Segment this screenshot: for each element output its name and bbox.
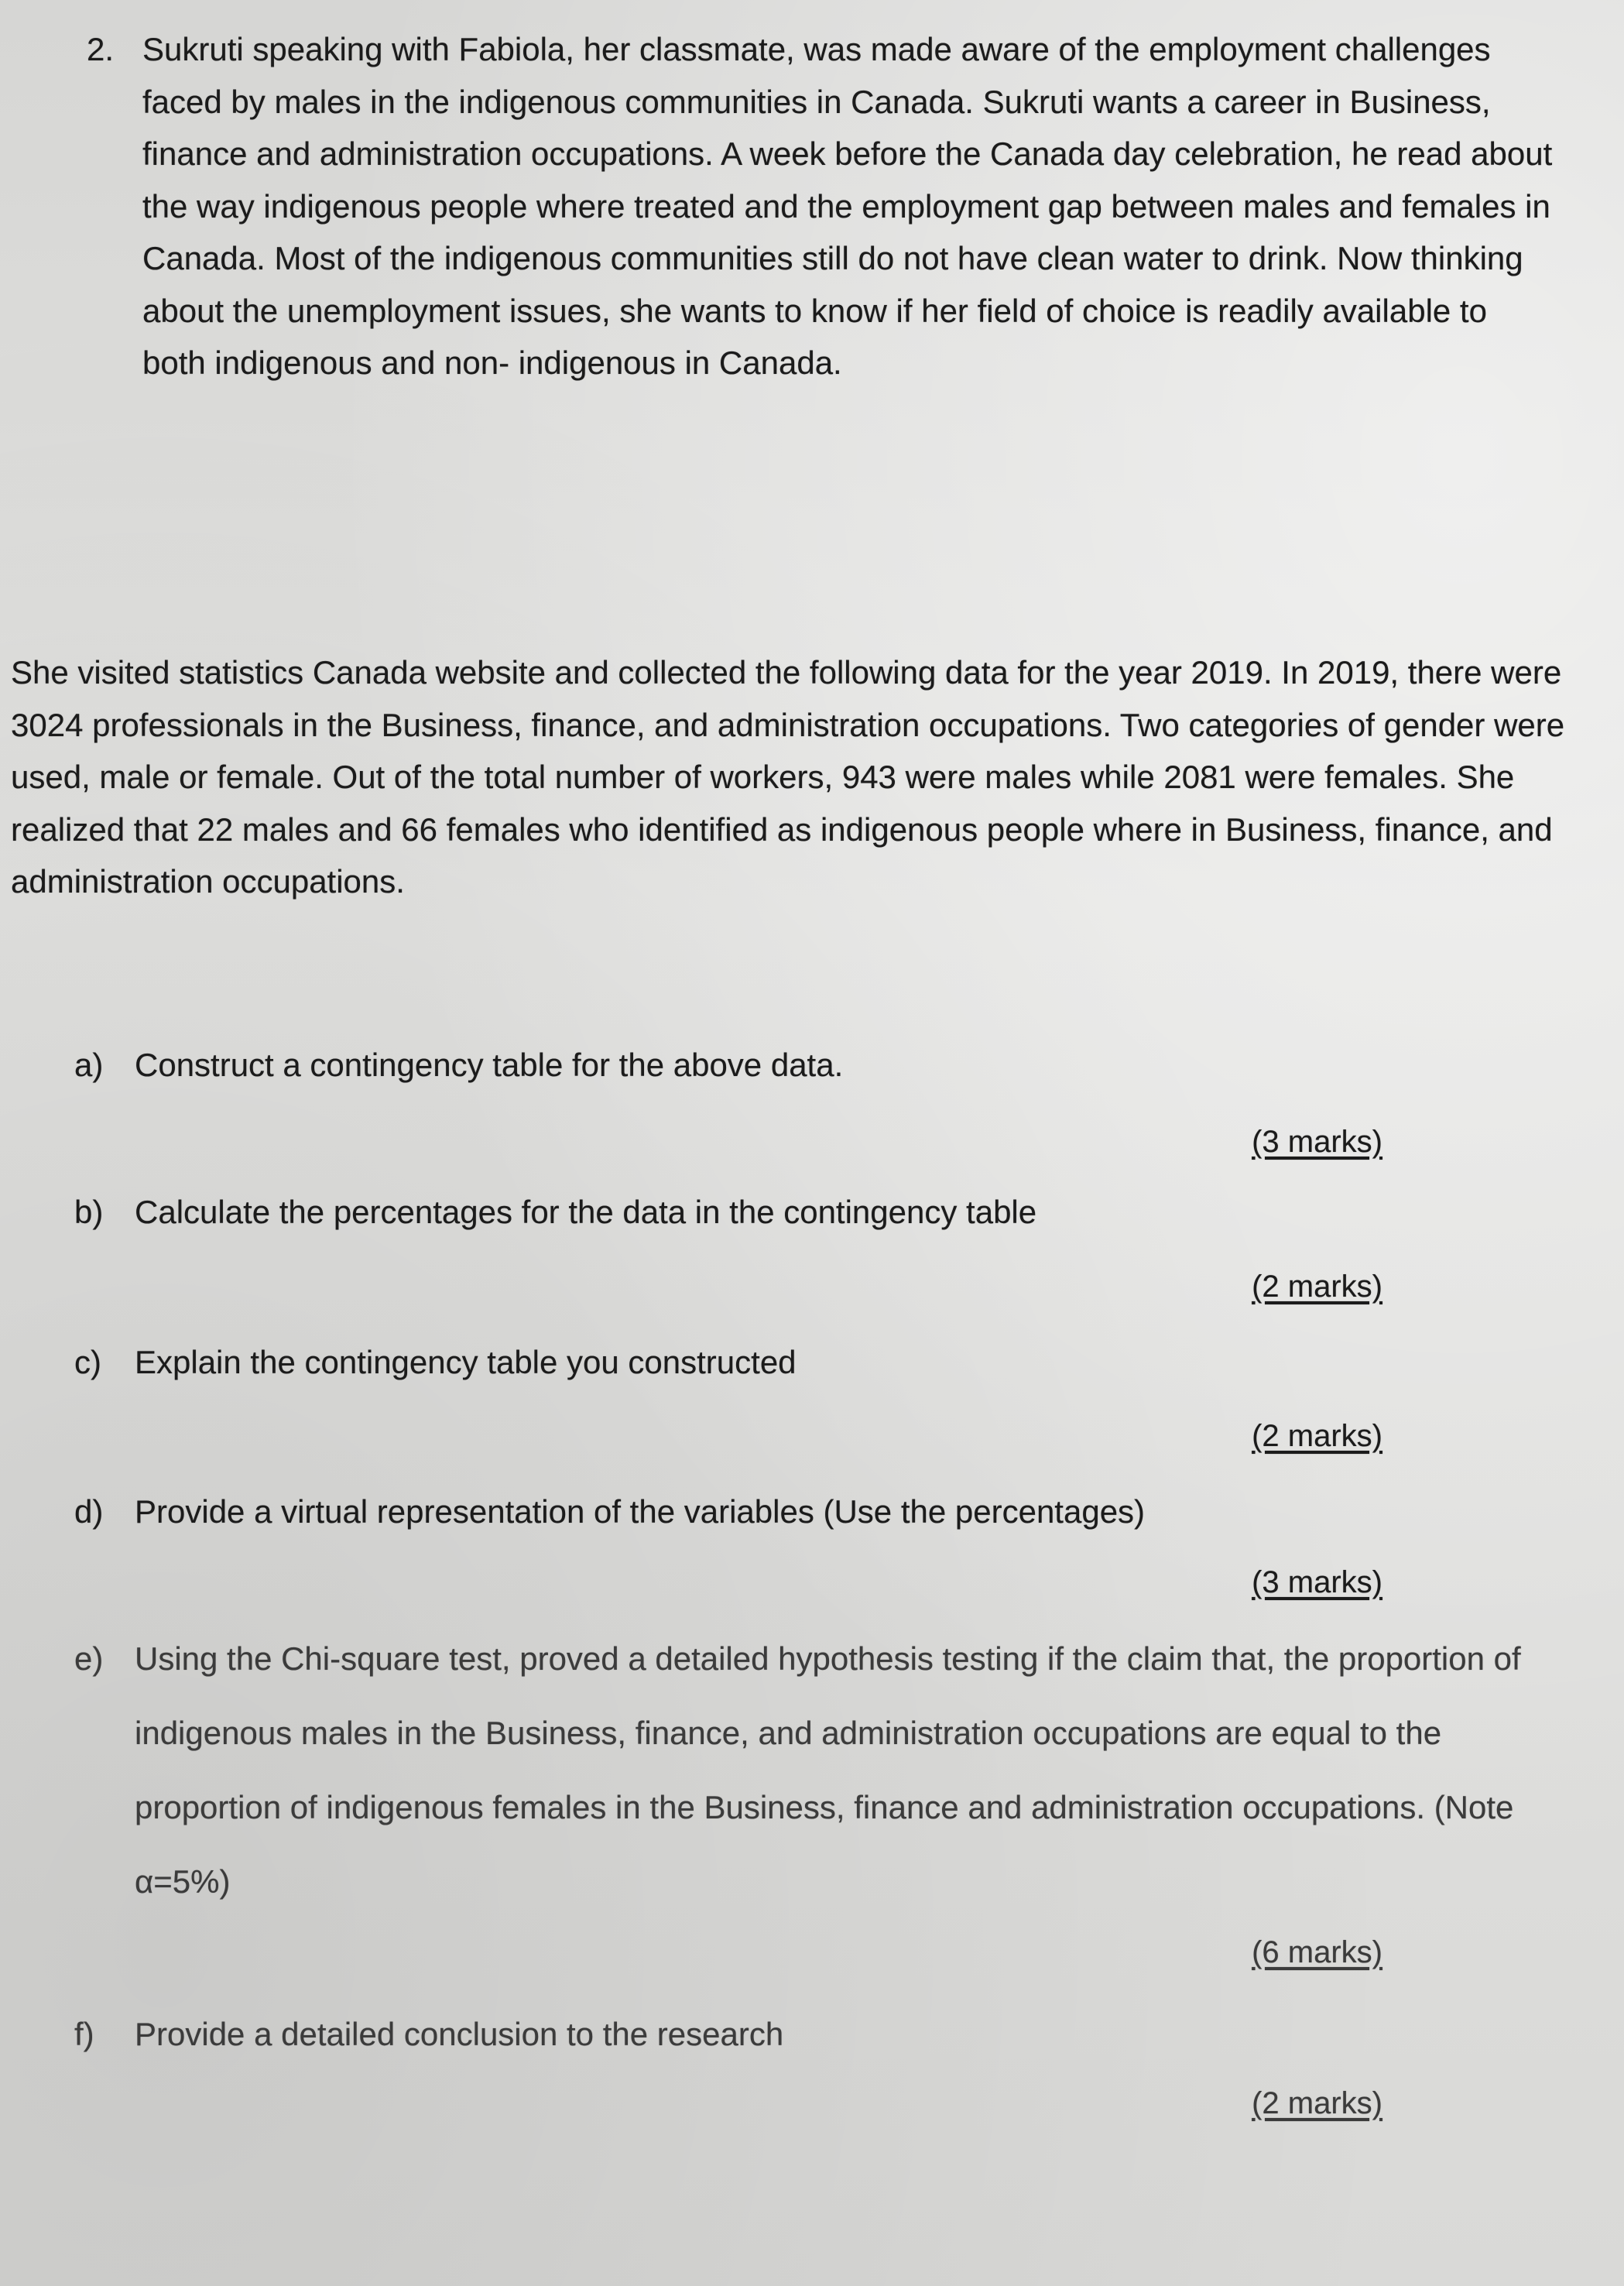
part-f-letter: f) (74, 2016, 94, 2052)
part-b (74, 1175, 1607, 1249)
part-e (74, 1622, 1591, 1919)
part-f-text: Provide a detailed conclusion to the research (135, 2016, 784, 2052)
part-d-marks: (3 marks) (1252, 1565, 1382, 1599)
part-b-marks: (2 marks) (1252, 1270, 1382, 1304)
part-d (74, 1475, 1607, 1549)
part-c-text: Explain the contingency table you constructed (135, 1344, 797, 1380)
part-c-marks: (2 marks) (1252, 1419, 1382, 1453)
part-f (74, 1997, 1607, 2072)
part-a-text: Construct a contingency table for the above data. (135, 1047, 844, 1083)
part-b-text: Calculate the percentages for the data in the contingency table (135, 1194, 1037, 1230)
intro-paragraph: Sukruti speaking with Fabiola, her classmate, was made aware of the employment challenges faced by males in the indigenous communities in Canada. Sukruti wants a career in Business, finance and administration occupations. A week before the Canada day celebration, he read about the way indigenous people where treated and the employment gap between males and females in Canada. Most of the indigenous communities still do not have clean water to drink. Now thinking about the unemployment issues, she wants to know if her field of choice is readily available to both indigenous and non- indigenous in Canada. (142, 31, 1553, 381)
part-a-marks: (3 marks) (1252, 1125, 1382, 1159)
part-e-marks: (6 marks) (1252, 1935, 1382, 1969)
part-d-letter: d) (74, 1493, 104, 1530)
part-d-text: Provide a virtual representation of the variables (Use the percentages) (135, 1493, 1146, 1530)
part-c-letter: c) (74, 1344, 101, 1380)
question-number: 2. (87, 31, 115, 67)
part-b-letter: b) (74, 1194, 104, 1230)
part-a (74, 1028, 1607, 1102)
part-f-marks: (2 marks) (1252, 2086, 1382, 2120)
part-e-text: Using the Chi-square test, proved a detailed hypothesis testing if the claim that, the proportion of indigenous males in the Business, finance, and administration occupations are equal to the proportion of indigenous females in the Business, finance and administration occupations. (Note α=5%) (135, 1640, 1521, 1900)
part-c (74, 1325, 1607, 1400)
question-intro (87, 23, 1587, 389)
part-a-letter: a) (74, 1047, 104, 1083)
part-e-letter: e) (74, 1640, 104, 1677)
context-paragraph: She visited statistics Canada website and collected the following data for the year 2019. In 2019, there were 3024 professionals in the Business, finance, and administration occupations. Two categories of gender were used, male or female. Out of the total number of workers, 943 were males while 2081 were females. She realized that 22 males and 66 females who identified as indigenous people where in Business, finance, and administration occupations. (11, 654, 1565, 900)
